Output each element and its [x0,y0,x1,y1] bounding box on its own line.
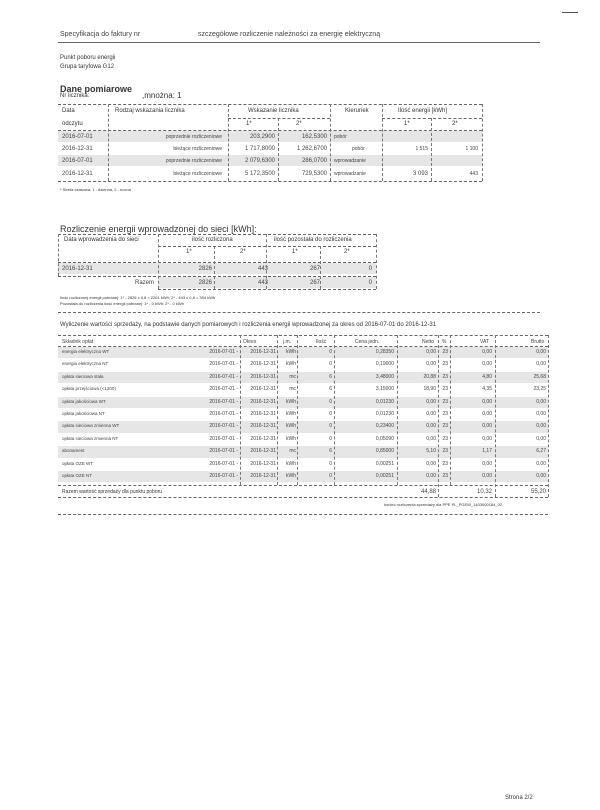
sales-row-vat: 0,00 [482,435,492,442]
meas-row-1-e1: 1 515 [415,146,428,152]
sales-row-vat: 0,00 [482,473,492,479]
sales-row-gross: 0,00 [536,460,546,467]
sales-row-price: 3,48000 [375,373,394,380]
sales-row-to: 2016-12-31 [250,361,276,368]
meas-row-1-w2: 1 262,6700 [296,146,327,152]
sales-row-from: 2016-07-01 - [209,386,238,393]
sales-row-to: 2016-12-31 [250,398,276,405]
sales-row-qty: 6 [329,386,332,393]
sales-total-label: Razem wartość sprzedaży dla punktu poboru [62,489,163,495]
meas-row-1-date: 2016-12-31 [62,146,93,152]
settlement-note-1: Ilość rozliczonej energii pobranej: 1* - 2826 x 0,8 = 2261 kWh; 2* - 443 x 0,8 = 354 kWh [60,295,216,300]
sales-row-from: 2016-07-01 - [209,423,238,430]
settle-sub-2-p: 2* [344,249,350,255]
sales-row-vat: 0,00 [482,411,492,417]
sales-row-price: 0,19000 [375,361,394,368]
settle-total-label: Razem [134,280,154,286]
header-divider [58,42,540,43]
sub-2-wsk: 2* [296,121,302,127]
invoice-spec-title: szczegółowe rozliczenie należności za energię elektryczną [198,31,381,38]
sales-row-vat: 0,00 [482,361,492,368]
sales-row-price: 0,01230 [375,411,394,417]
sales-row-name: opłata przejściowa (<1200) [62,386,116,392]
sales-row-price: 0,28350 [375,349,394,355]
sales-row-name: abonament [62,448,85,454]
meas-row-0-type: poprzednie rozliczeniowe [165,134,222,140]
meas-row-2-type: poprzednie rozliczeniowe [165,158,222,164]
sales-row-vat: 4,35 [482,386,492,393]
col-wskazanie-header: Wskazanie licznika [248,108,299,114]
sub-2-ilosc: 2* [452,121,458,127]
sales-row-from: 2016-07-01 - [209,460,238,467]
sales-row-jm: kWh [286,349,296,355]
sales-row-name: opłata sieciowa stała [62,373,104,379]
sales-row-net: 0,00 [426,398,436,405]
sales-row-qty: 6 [329,448,332,455]
sales-h-okres: Okres [243,339,257,345]
meas-row-1-type: bieżące rozliczeniowe [173,146,222,152]
settle-total-p1: 267 [309,280,320,286]
page-number: Strona 2/2 [505,795,533,801]
sales-row-from: 2016-07-01 - [209,349,238,355]
meas-row-3-w2: 729,5300 [301,171,327,177]
sales-row-gross: 0,00 [536,361,546,368]
sales-row-name: energia elektryczna WT [62,349,110,354]
measurement-footnote: * Strefa czasowa: 1 - dzienna, 2 - nocna [60,187,131,192]
sales-row-name: energia elektryczna NT [62,361,109,367]
sales-row-price: 0,00251 [375,473,394,479]
meas-row-3-type: bieżące rozliczeniowe [173,171,222,177]
sales-row-jm: kWh [286,423,296,430]
sales-row-from: 2016-07-01 - [209,361,238,368]
meas-row-3-w1: 5 172,3500 [244,171,275,177]
sales-row-name: opłata OZE NT [62,473,93,478]
sales-h-name: Składnik opłat [62,339,94,345]
col-rodzaj-header: Rodzaj wskazania licznika [115,108,185,114]
settle-row-0-p2: 0 [368,266,372,272]
meas-row-2-w1: 2 079,6300 [244,158,275,164]
meas-row-3-dir: wprowadzanie [334,171,366,177]
settle-row-0-r2: 443 [257,266,268,272]
sales-row-price: 0,05090 [375,435,394,442]
sales-row-vat: 0,00 [482,423,492,430]
meas-row-3-e2: 443 [469,171,478,177]
settle-col-pozostala: ilość pozostała do rozliczenia [274,237,352,243]
sales-row-vat: 0,00 [482,398,492,405]
meas-row-1-e2: 1 100 [465,146,478,152]
sales-row-vat: 0,00 [482,349,492,355]
col-data-header: Data [62,108,75,114]
sales-row-pct: 23 [442,460,448,467]
sales-row-jm: kWh [286,435,296,442]
sales-row-jm: kWh [286,361,296,368]
sales-row-from: 2016-07-01 - [209,373,238,380]
settle-total-p2: 0 [368,280,372,286]
meas-row-1-dir: pobór [352,146,365,152]
sales-row-jm: mc [289,448,296,455]
sales-row-net: 18,90 [423,386,436,393]
meas-row-2-date: 2016-07-01 [62,158,93,164]
sales-row-gross: 0,00 [536,423,546,430]
settle-total-r1: 2826 [198,280,212,286]
sales-row-to: 2016-12-31 [250,423,276,430]
sales-row-price: 0,00251 [375,460,394,467]
sales-row-pct: 23 [442,398,448,405]
sales-row-to: 2016-12-31 [250,349,276,355]
sales-row-pct: 23 [442,349,448,355]
sales-row-jm: kWh [286,473,296,479]
sales-total-vat: 10,32 [476,489,492,495]
meas-row-0-w1: 203,2900 [249,134,275,140]
settlement-note-2: Pozostała do rozliczenia ilość energii pobranej: 1* - 0 kWh; 2* - 0 kWh [60,301,184,306]
sales-h-ilosc: Ilość [316,339,327,345]
sales-row-name: opłata OZE WT [62,460,94,466]
settlement-title: Rozliczenie energii wprowadzonej do sieci [kWh]: [60,224,257,234]
measurement-title: Dane pomiarowe [60,84,133,94]
sales-row-gross: 25,68 [533,373,546,380]
sales-row-net: 0,00 [426,349,436,355]
settle-sub-1-r: 1* [186,249,192,255]
sales-row-from: 2016-07-01 - [209,411,238,417]
sales-row-jm: kWh [286,411,296,417]
sales-row-from: 2016-07-01 - [209,398,238,405]
sales-row-net: 0,00 [426,460,436,467]
meas-row-0-date: 2016-07-01 [62,134,93,140]
sales-row-from: 2016-07-01 - [209,448,238,455]
sales-row-qty: 0 [329,361,332,368]
sales-total-gross: 55,20 [530,489,546,495]
sales-row-price: 0,23400 [375,423,394,430]
sales-row-gross: 6,27 [536,448,546,455]
sales-row-gross: 0,00 [536,398,546,405]
sales-row-name: opłata jakościowa WT [62,398,106,404]
sales-row-to: 2016-12-31 [250,411,276,417]
sales-row-gross: 0,00 [536,435,546,442]
sales-row-pct: 23 [442,411,448,417]
sales-row-pct: 23 [442,386,448,393]
sales-row-qty: 0 [329,435,332,442]
settle-sub-2-r: 2* [240,249,246,255]
sales-h-cena: Cena jedn. [355,339,380,345]
sales-row-from: 2016-07-01 - [209,473,238,479]
sales-row-qty: 0 [329,460,332,467]
sub-odczytu: odczytu [62,121,83,127]
sales-total-net: 44,88 [420,489,436,495]
sales-row-gross: 23,25 [533,386,546,393]
settle-row-0-date: 2016-12-31 [62,266,93,272]
sales-row-gross: 0,00 [536,349,546,355]
settle-col-rozliczona: ilość rozliczona [192,237,233,243]
sales-row-net: 0,00 [426,411,436,417]
meas-row-2-w2: 286,0700 [301,158,327,164]
sales-row-jm: kWh [286,460,296,467]
scan-corner-mark [562,12,578,13]
sales-row-pct: 23 [442,423,448,430]
sales-row-qty: 0 [329,473,332,479]
sales-row-net: 0,00 [426,473,436,479]
sales-row-qty: 0 [329,411,332,417]
sales-row-qty: 0 [329,349,332,355]
col-ilosc-header: Ilość energii [kWh] [398,108,448,114]
meas-row-3-date: 2016-12-31 [62,171,93,177]
sales-h-netto: Netto [422,339,434,345]
sales-row-name: opłata sieciowa zmienna NT [62,435,119,441]
sub-1-ilosc: 1* [404,121,410,127]
sales-h-brutto: Brutto [531,339,545,345]
sales-row-jm: mc [289,386,296,393]
sales-row-vat: 1,17 [482,448,492,455]
meter-point-label: Punkt poboru energii [60,55,116,61]
sales-row-pct: 23 [442,435,448,442]
sales-row-pct: 23 [442,361,448,368]
meas-row-0-dir: pobór [334,134,347,140]
sales-row-to: 2016-12-31 [250,473,276,479]
sales-row-qty: 0 [329,423,332,430]
sales-row-jm: kWh [286,398,296,405]
sales-row-to: 2016-12-31 [250,373,276,380]
col-kierunek-header: Kierunek [345,108,369,114]
sales-row-net: 0,00 [426,423,436,430]
sales-end-note: koniec rozliczenia sprzedaży dla PPE PL_PGEW_1403000184_02 [384,502,503,507]
sales-row-net: 0,00 [426,435,436,442]
sales-row-net: 20,88 [423,373,436,380]
sales-h-vat: VAT [480,339,489,345]
settle-row-0-r1: 2826 [198,266,212,272]
sales-row-price: 0,01230 [375,398,394,405]
sales-h-jm: j.m. [283,339,292,345]
sales-row-price: 3,15000 [375,386,394,393]
settle-col-date: Data wprowadzenia do sieci [64,237,139,243]
sales-row-name: opłata jakościowa NT [62,411,105,416]
sales-row-net: 0,00 [426,361,436,368]
settle-total-r2: 443 [257,280,268,286]
sales-row-name: opłata sieciowa zmienna WT [62,423,120,429]
sales-row-pct: 23 [442,373,448,380]
sales-row-to: 2016-12-31 [250,386,276,393]
sales-row-jm: mc [289,373,296,380]
meas-row-0-w2: 162,5300 [301,134,327,140]
meas-row-3-e1: 3 093 [412,171,428,177]
sales-row-vat: 0,00 [482,460,492,467]
sales-row-qty: 0 [329,398,332,405]
sales-row-to: 2016-12-31 [250,435,276,442]
sales-row-pct: 23 [442,473,448,479]
sales-row-qty: 6 [329,373,332,380]
sales-end-divider [58,514,548,515]
settle-row-0-p1: 267 [309,266,320,272]
sales-row-gross: 0,00 [536,411,546,417]
meas-row-1-w1: 1 717,8000 [244,146,275,152]
sales-row-price: 0,85000 [375,448,394,455]
sales-row-net: 5,10 [426,448,436,455]
sub-1-wsk: 1* [246,121,252,127]
sales-row-gross: 0,00 [536,473,546,479]
sales-row-vat: 4,80 [482,373,492,380]
sales-row-pct: 23 [442,448,448,455]
tariff-group: Grupa taryfowa G12 [60,64,115,70]
sales-row-from: 2016-07-01 - [209,435,238,442]
meter-number-label: Nr licznika: [60,93,90,99]
meas-row-2-dir: wprowadzanie [334,158,366,164]
sales-title: Wyliczenie wartości sprzedaży, na podstawie danych pomiarowych i rozliczenia energii wprowadzonej za okres od 2016-07-01 do 2016-12-31 [60,322,437,328]
sales-h-vatpct: % [442,339,447,345]
settle-sub-1-p: 1* [292,249,298,255]
invoice-spec-label: Specyfikacja do faktury nr [60,31,141,38]
sales-row-to: 2016-12-31 [250,460,276,467]
sales-row-to: 2016-12-31 [250,448,276,455]
meter-multiplier: ,mnożna: 1 [142,91,182,100]
